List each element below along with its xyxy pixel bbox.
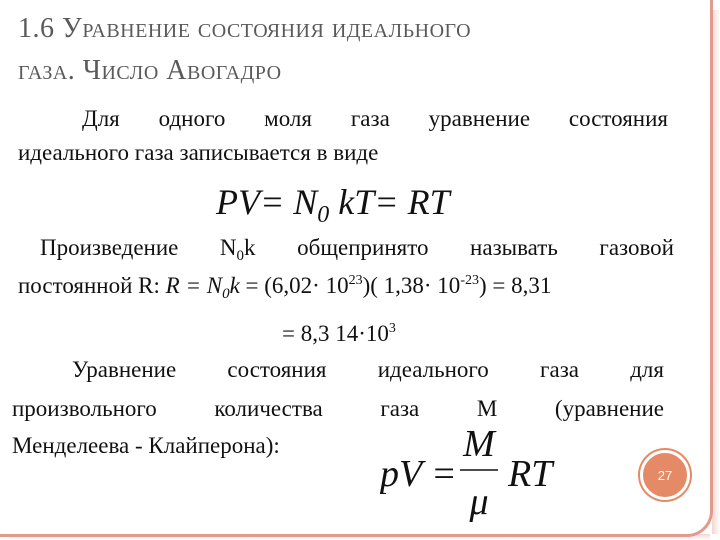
paragraph-2-line-1	[40, 232, 674, 264]
p2-l2-a: постоянной R:	[18, 273, 166, 298]
p2-l2-c: k	[229, 273, 240, 298]
p2-l3-a: = 8,3 14·10	[282, 321, 389, 346]
paragraph-3-line-2: произвольного количества газа М (уравнение	[12, 396, 664, 421]
paragraph-3-line-3: Менделеева - Клайперона):	[12, 433, 280, 458]
formula-lhs: PV= N	[216, 182, 318, 222]
slide-title	[18, 8, 698, 92]
p2-l3-exp: 3	[388, 321, 396, 336]
p2-l1-a: Произведение N	[40, 235, 237, 260]
paragraph-2-line-2	[18, 270, 678, 302]
p2-l2-e: )( 1,38· 10	[362, 273, 461, 298]
paragraph-3-line-1: Уравнение состояния идеального газа для	[72, 357, 664, 382]
formula-sub: 0	[317, 202, 330, 229]
p2-l2-f: ) = 8,31	[478, 273, 552, 298]
mendeleev-denominator: μ	[469, 481, 489, 523]
mendeleev-numerator: M	[463, 423, 495, 465]
paragraph-2-line-3	[282, 318, 396, 350]
paragraph-1-line-1	[18, 103, 668, 135]
page-number-badge: 27	[640, 450, 690, 500]
p2-l1-b: k общепринято называть газовой	[244, 235, 674, 260]
p2-l2-exp1: 23	[348, 273, 363, 288]
title-line-2: газа. Число Авогадро	[18, 55, 282, 86]
p1-l1-text: Для одного моля газа уравнение состояния	[82, 106, 668, 131]
title-line-1: 1.6 Уравнение состояния идеального	[18, 13, 472, 44]
p2-l2-exp2: -23	[460, 273, 479, 288]
mendeleev-lhs: pV =	[380, 453, 457, 495]
formula-rhs: kT= RT	[329, 182, 450, 222]
p2-l2-b: R = N	[165, 273, 223, 298]
frame-shadow-right	[712, 10, 720, 534]
paragraph-1-line-2: идеального газа записывается в виде	[18, 140, 379, 165]
formula-pv-nkt-rt	[216, 180, 450, 237]
mendeleev-clapeyron-formula	[380, 420, 580, 530]
mendeleev-rhs: RT	[508, 453, 553, 495]
p2-l2-sub: 0	[222, 286, 230, 302]
p2-l1-sub: 0	[236, 248, 245, 264]
p2-l2-d: = (6,02· 10	[239, 273, 349, 298]
